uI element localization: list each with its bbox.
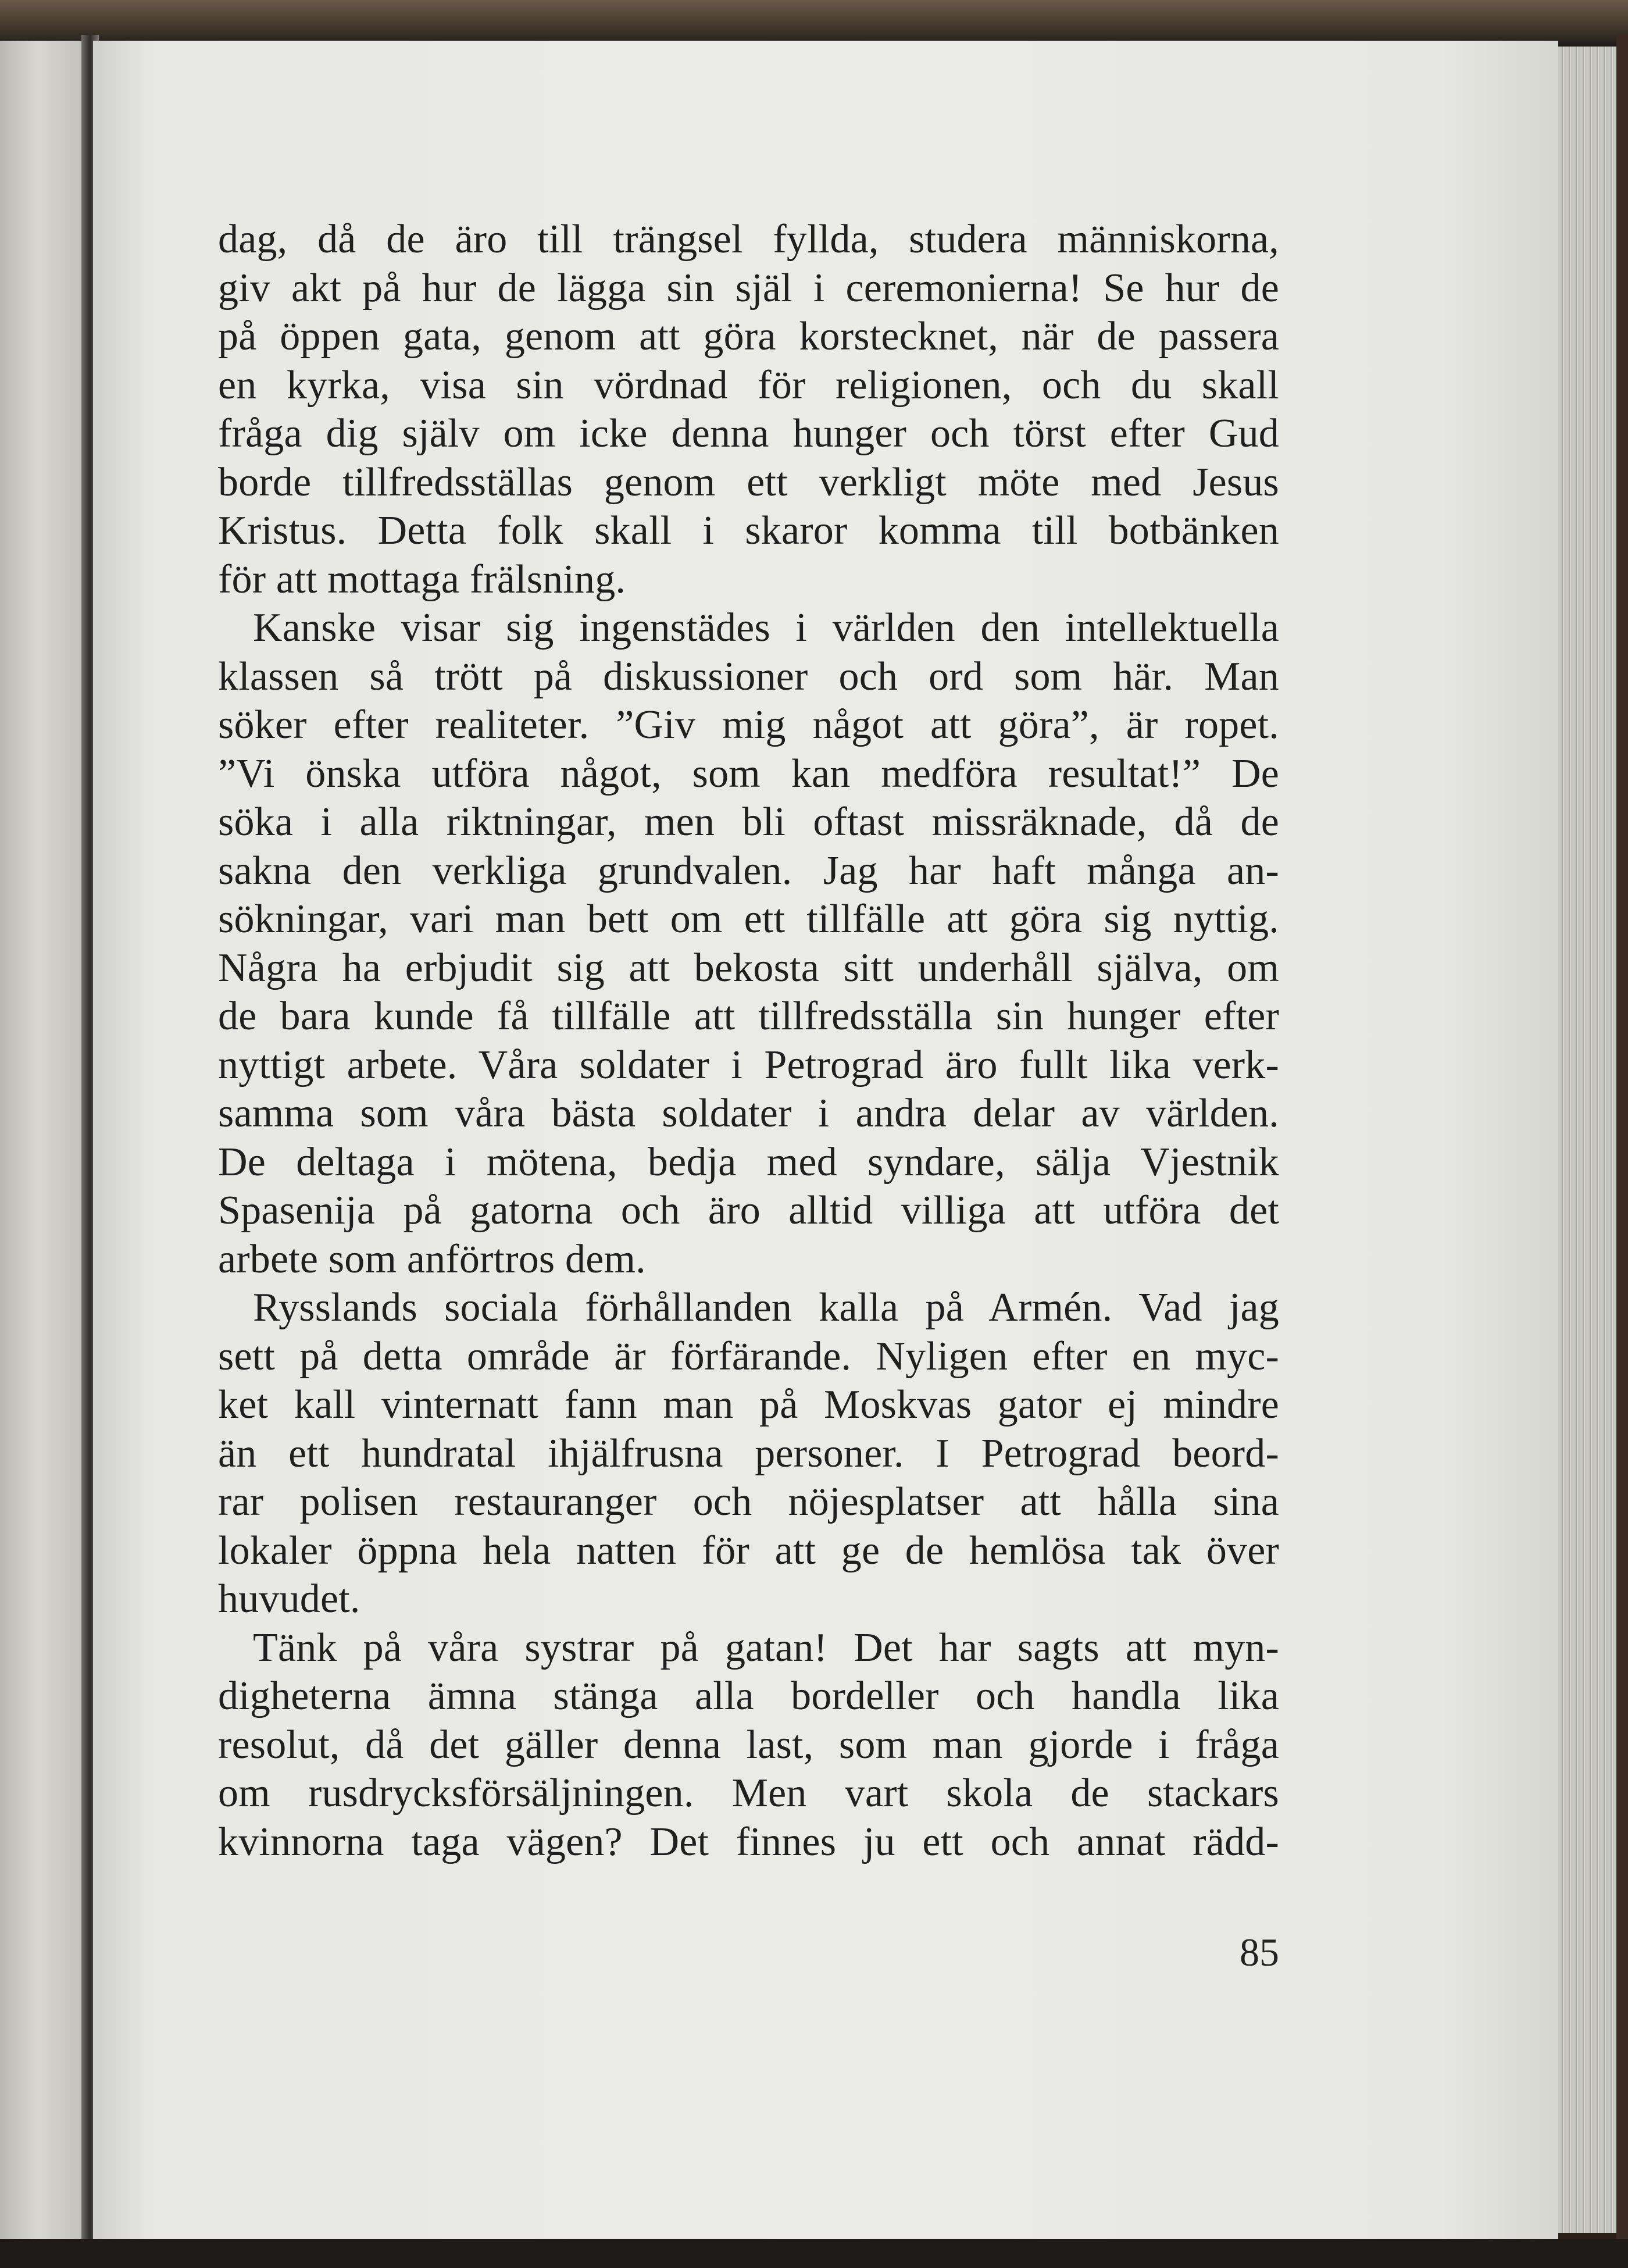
text-line: dag, då de äro till trängsel fyllda, studera människorna, [218,217,1279,262]
text-line: än ett hundratal ihjälfrusna personer. I Petrograd beord- [218,1431,1279,1476]
text-line: Några ha erbjudit sig att bekosta sitt underhåll själva, om [218,945,1279,990]
book-top-edge [0,0,1628,47]
paragraph-4 [218,1624,1279,1867]
text-line: nyttigt arbete. Våra soldater i Petrograd äro fullt lika verk- [218,1042,1279,1087]
text-line: Tänk på våra systrar på gatan! Det har sagts att myn- [253,1625,1279,1670]
text-line: borde tillfredsställas genom ett verkligt möte med Jesus [218,459,1279,505]
text-line: resolut, då det gäller denna last, som man gjorde i fråga [218,1722,1279,1767]
text-line: rar polisen restauranger och nöjesplatser att hålla sina [218,1479,1279,1524]
text-line: på öppen gata, genom att göra korstecknet, när de passera [218,314,1279,359]
page-stack-edge [1558,47,1622,2233]
paragraph-1 [218,215,1279,604]
text-line: Kanske visar sig ingenstädes i världen den intellektuella [253,605,1279,650]
text-line: klassen så trött på diskussioner och ord som här. Man [218,654,1279,699]
page-number: 85 [1240,1930,1279,1974]
text-line: ”Vi önska utföra något, som kan medföra resultat!” De [218,751,1279,796]
text-line: samma som våra bästa soldater i andra delar av världen. [218,1091,1279,1136]
paragraph-2 [218,604,1279,1283]
text-line: arbete som anförtros dem. [218,1236,646,1282]
text-line: söker efter realiteter. ”Giv mig något att göra”, är ropet. [218,702,1279,747]
text-line: de bara kunde få tillfälle att tillfredsställa sin hunger efter [218,994,1279,1039]
text-line: söka i alla riktningar, men bli oftast missräknade, då de [218,800,1279,844]
text-line: kvinnorna taga vägen? Det finnes ju ett och annat rädd- [218,1819,1279,1864]
book-bottom-edge [0,2239,1628,2268]
text-line: sett på detta område är förfärande. Nyligen efter en myc- [218,1333,1279,1379]
text-line: lokaler öppna hela natten för att ge de hemlösa tak över [218,1528,1279,1573]
text-line: De deltaga i mötena, bedja med syndare, sälja Vjestnik [218,1139,1279,1185]
body-text [218,215,1279,1866]
paragraph-3 [218,1283,1279,1624]
text-line: ket kall vinternatt fann man på Moskvas gator ej mindre [218,1382,1279,1427]
text-line: giv akt på hur de lägga sin själ i ceremonierna! Se hur de [218,265,1279,311]
page-stack-shadow [1616,35,1628,2245]
text-line: om rusdrycksförsäljningen. Men vart skola de stackars [218,1771,1279,1816]
text-line: för att mottaga frälsning. [218,557,626,602]
text-line: digheterna ämna stänga alla bordeller och handla lika [218,1674,1279,1718]
facing-page-edge [0,41,93,2245]
text-line: huvudet. [218,1577,360,1621]
text-line: Rysslands sociala förhållanden kalla på Armén. Vad jag [253,1285,1279,1330]
text-line: fråga dig själv om icke denna hunger och törst efter Gud [218,411,1279,456]
text-line: Kristus. Detta folk skall i skaror komma till botbänken [218,508,1279,553]
text-line: sökningar, vari man bett om ett tillfälle att göra sig nyttig. [218,897,1279,942]
text-line: en kyrka, visa sin vördnad för religionen, och du skall [218,362,1279,408]
text-line: Spasenija på gatorna och äro alltid villiga att utföra det [218,1188,1279,1233]
text-line: sakna den verkliga grundvalen. Jag har haft många an- [218,848,1279,893]
